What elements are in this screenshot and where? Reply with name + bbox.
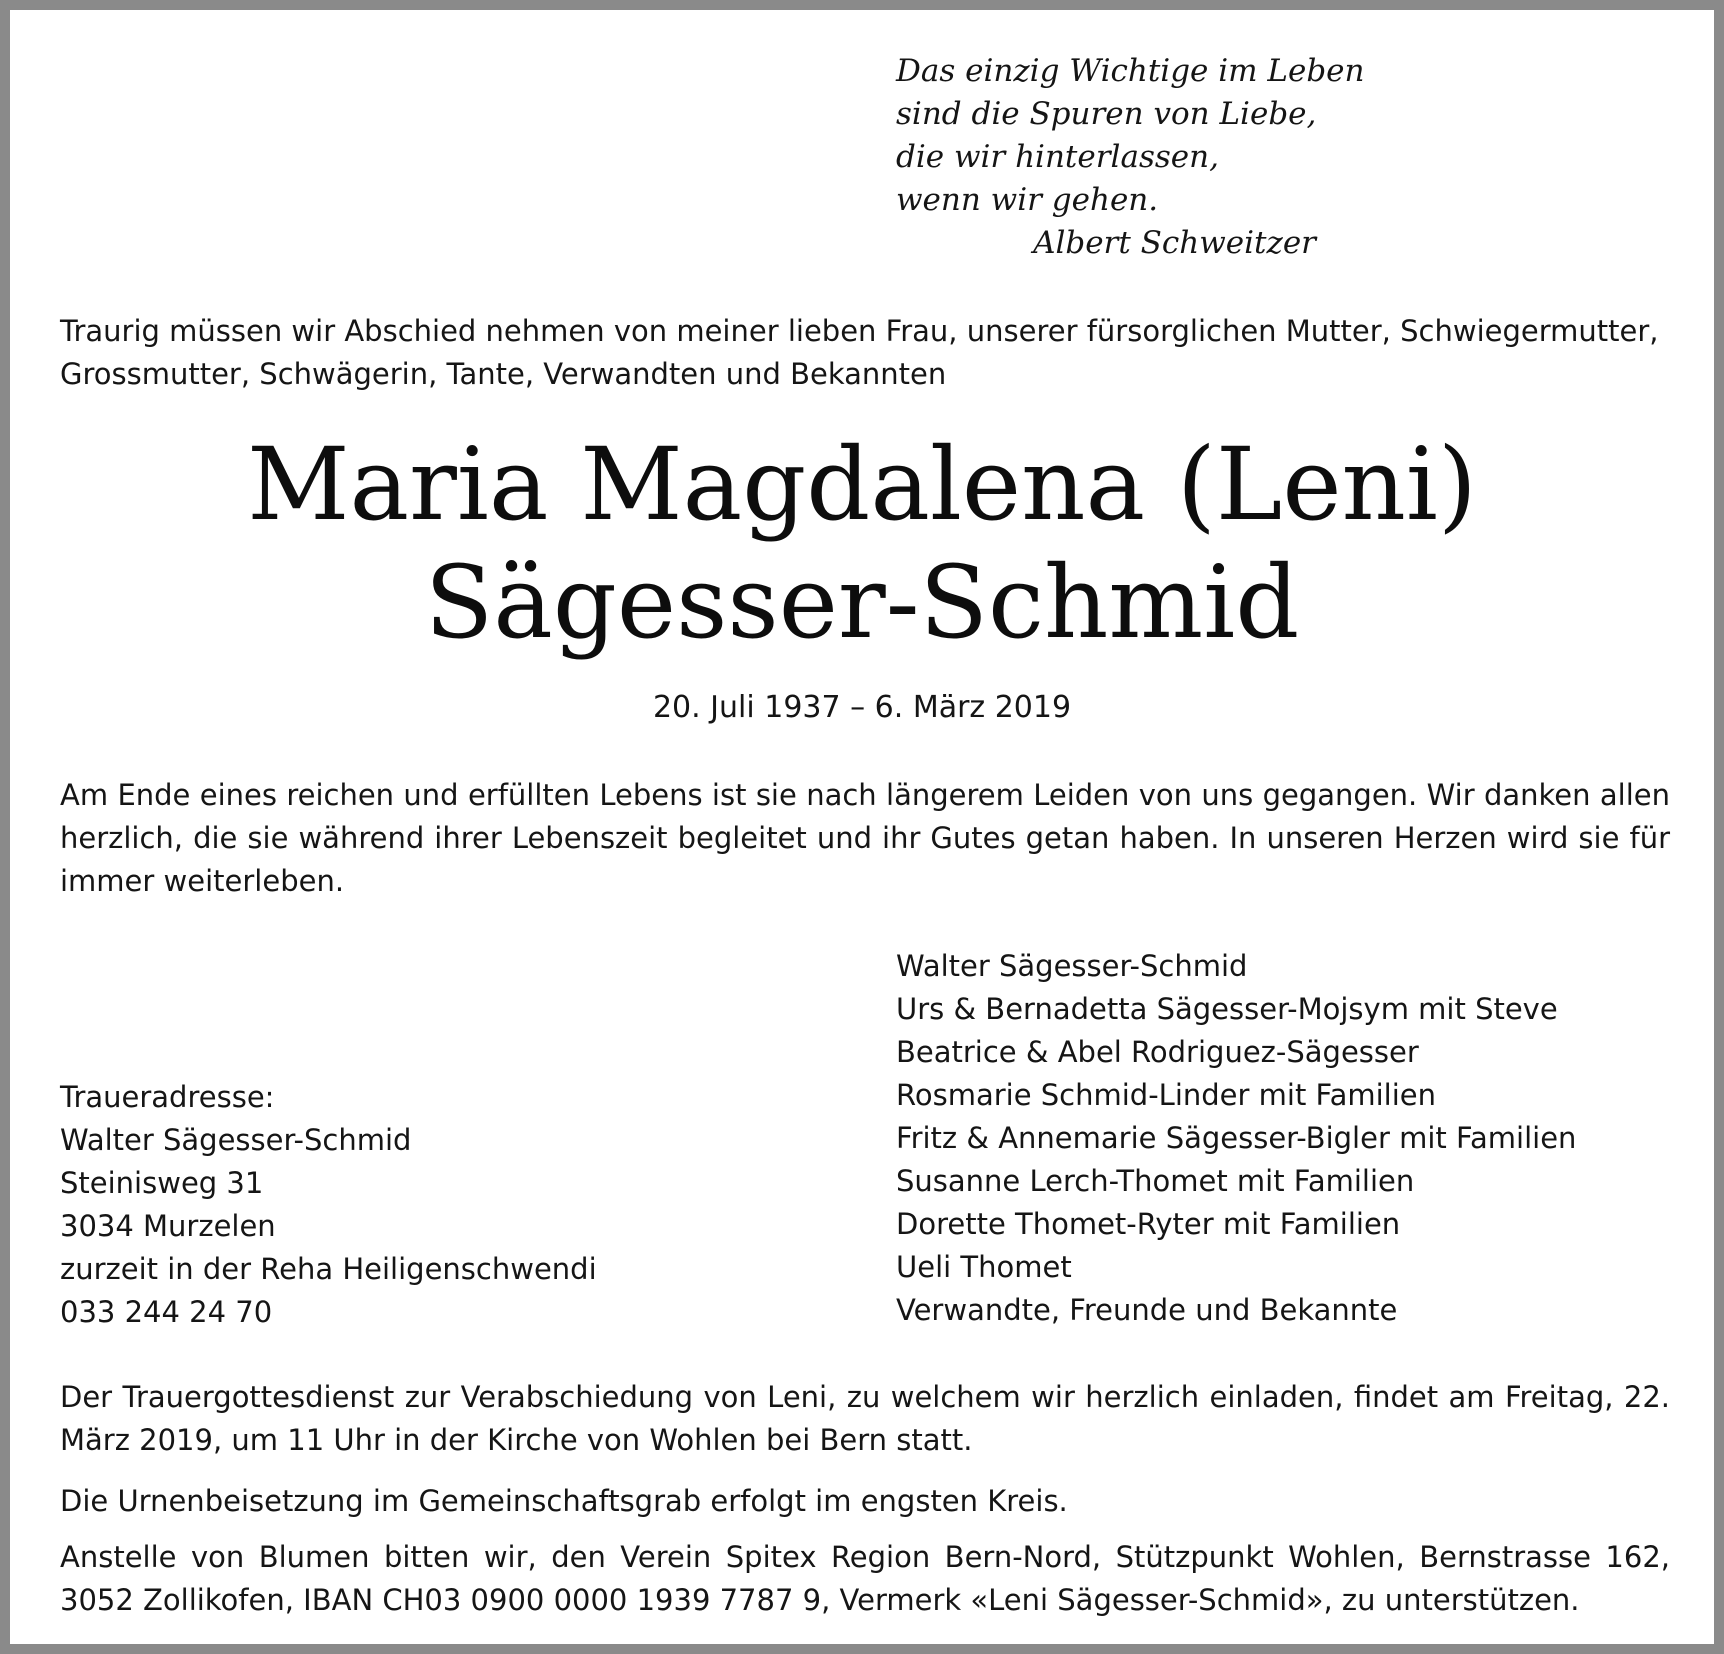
deceased-name-line1: Maria Magdalena (Leni) (247, 426, 1477, 543)
address-line: 033 244 24 70 (60, 1295, 273, 1329)
quote-line: sind die Spuren von Liebe, (896, 96, 1317, 132)
address-line: Walter Sägesser-Schmid (60, 1123, 412, 1157)
mourning-address (60, 1076, 760, 1334)
address-heading: Traueradresse: (60, 1080, 275, 1114)
mourner-entry: Rosmarie Schmid-Linder mit Familien (896, 1078, 1436, 1112)
life-dates: 20. Juli 1937 – 6. März 2019 (652, 690, 1072, 725)
mourner-entry: Susanne Lerch-Thomet mit Familien (896, 1164, 1415, 1198)
quote-line: die wir hinterlassen, (896, 139, 1219, 175)
obituary-notice (10, 10, 1714, 1644)
quote-line: wenn wir gehen. (896, 182, 1159, 218)
mourner-entry: Urs & Bernadetta Sägesser-Mojsym mit Steve (896, 992, 1558, 1026)
mourner-entry: Beatrice & Abel Rodriguez-Sägesser (896, 1035, 1419, 1069)
address-line: 3034 Murzelen (60, 1209, 276, 1243)
address-line: zurzeit in der Reha Heiligenschwendi (60, 1252, 597, 1286)
mourner-entry: Verwandte, Freunde und Bekannte (896, 1293, 1398, 1327)
mourners-list (896, 945, 1696, 1332)
quote-line: Das einzig Wichtige im Leben (896, 53, 1365, 89)
mourner-entry: Ueli Thomet (896, 1250, 1072, 1284)
quote-block (896, 50, 1365, 265)
intro-text: Traurig müssen wir Abschied nehmen von meiner lieben Frau, unserer fürsorglichen Mutter, Schwiegermutter, Grossmutter, Schwägerin, Tante, Verwandten und Bekannten (60, 314, 1659, 391)
tribute-text: Am Ende eines reichen und erfüllten Lebens ist sie nach längerem Leiden von uns gegangen. Wir danken allen herzlich, die sie während ihrer Lebenszeit begleitet und ihr Gutes getan haben. In unseren Herzen wird sie für immer weiterleben. (60, 778, 1670, 898)
address-line: Steinisweg 31 (60, 1166, 264, 1200)
deceased-name-line2: Sägesser-Schmid (424, 544, 1300, 661)
mourner-entry: Dorette Thomet-Ryter mit Familien (896, 1207, 1401, 1241)
quote-author: Albert Schweitzer (1033, 225, 1316, 261)
mourner-entry: Walter Sägesser-Schmid (896, 949, 1248, 983)
service-text: Der Trauergottesdienst zur Verabschiedung von Leni, zu welchem wir herzlich einladen, findet am Freitag, 22. März 2019, um 11 Uhr in der Kirche von Wohlen bei Bern statt. (60, 1380, 1670, 1457)
burial-text: Die Urnenbeisetzung im Gemeinschaftsgrab erfolgt im engsten Kreis. (60, 1484, 1068, 1518)
mourner-entry: Fritz & Annemarie Sägesser-Bigler mit Familien (896, 1121, 1577, 1155)
donation-text: Anstelle von Blumen bitten wir, den Verein Spitex Region Bern-Nord, Stützpunkt Wohlen, Bernstrasse 162, 3052 Zollikofen, IBAN CH03 0900 0000 1939 7787 9, Vermerk «Leni Sägesser-Schmid», zu unterstützen. (60, 1540, 1670, 1617)
